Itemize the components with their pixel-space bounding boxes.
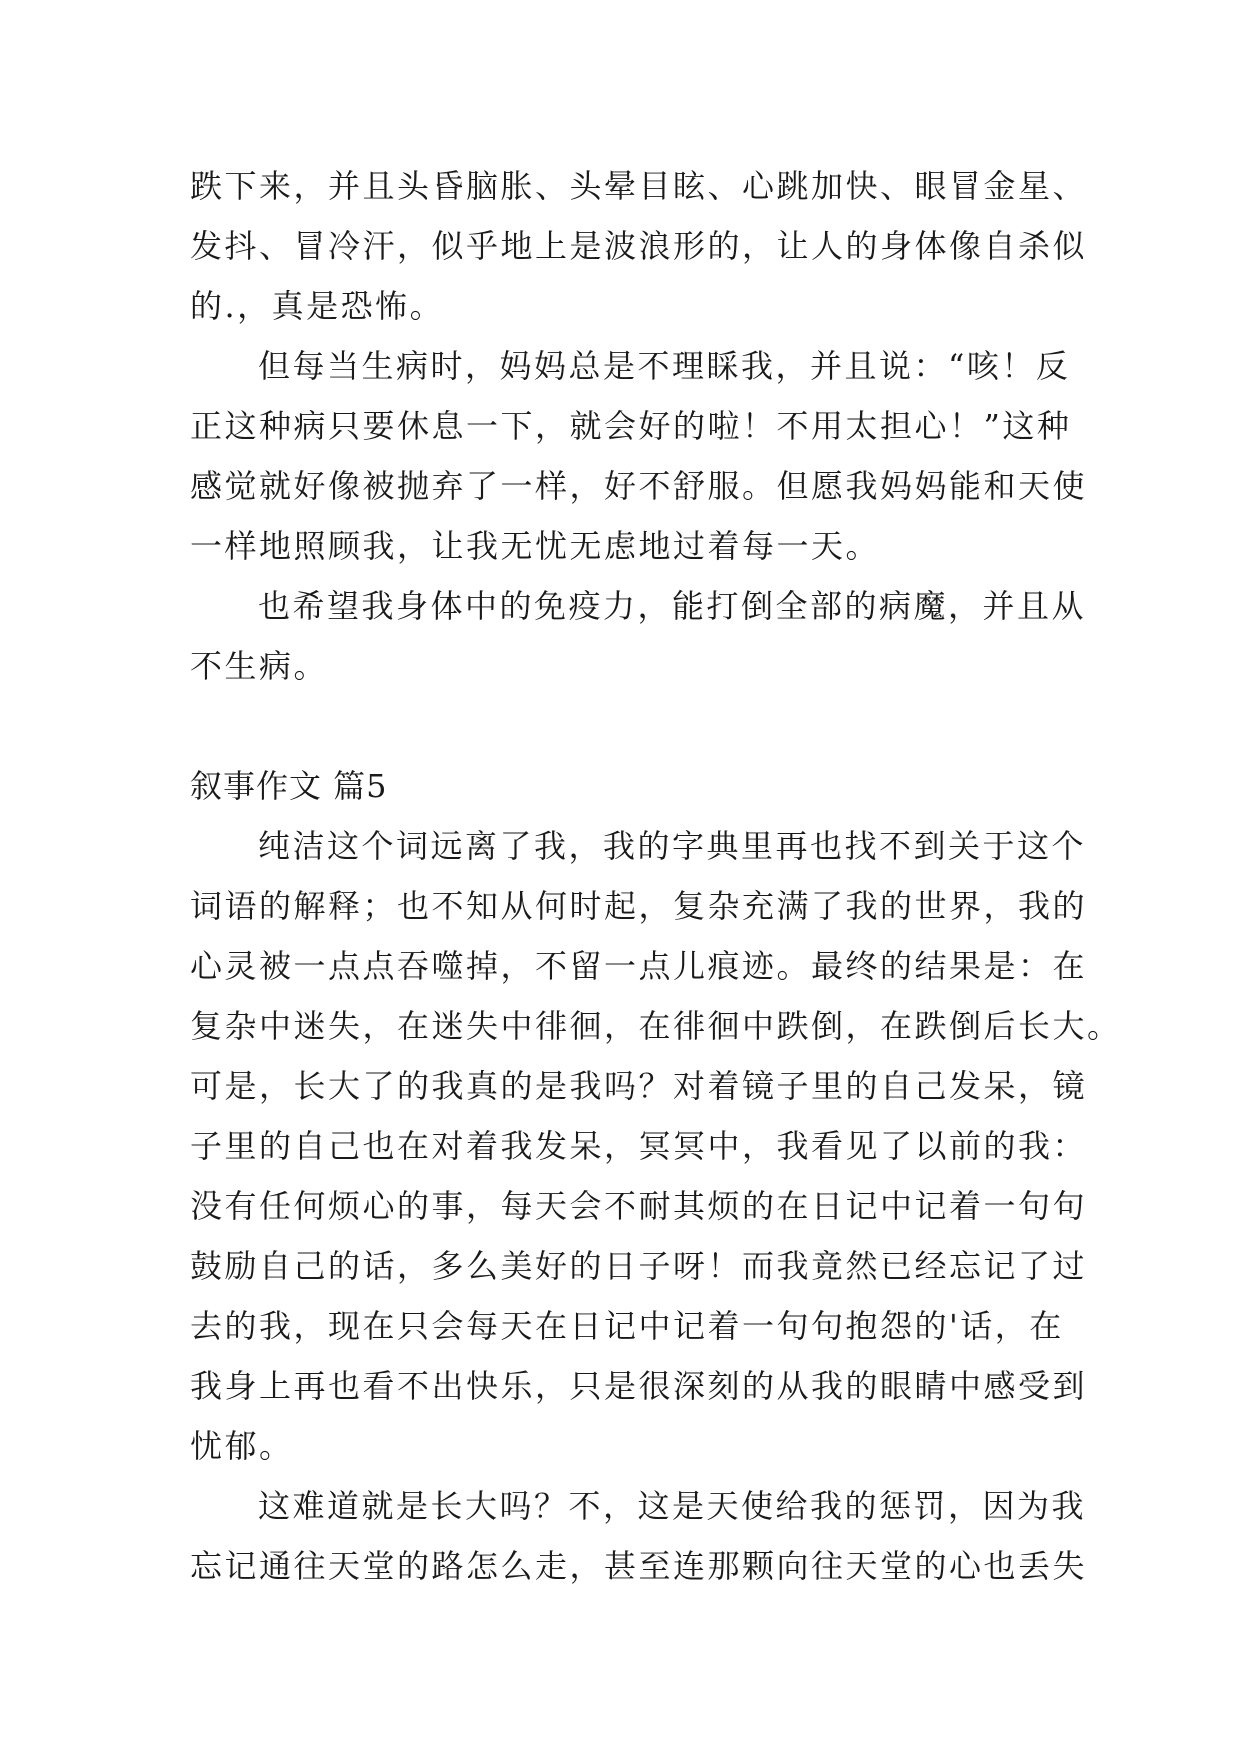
section-spacer bbox=[190, 696, 1070, 756]
text-line: 这难道就是长大吗？不，这是天使给我的惩罚，因为我 bbox=[258, 1487, 1087, 1525]
text-line: 感觉就好像被抛弃了一样，好不舒服。但愿我妈妈能和天使 bbox=[190, 467, 1088, 505]
text-line: 鼓励自己的话，多么美好的日子呀！而我竟然已经忘记了过 bbox=[190, 1247, 1088, 1285]
paragraph-growing-up bbox=[190, 1476, 1088, 1596]
text-line: 复杂中迷失，在迷失中徘徊，在徘徊中跌倒，在跌倒后长大。 bbox=[190, 1007, 1122, 1045]
text-line: 发抖、冒冷汗，似乎地上是波浪形的，让人的身体像自杀似 bbox=[190, 227, 1088, 265]
text-line: 不生病。 bbox=[190, 647, 329, 685]
text-line: 词语的解释；也不知从何时起，复杂充满了我的世界，我的 bbox=[190, 887, 1088, 925]
text-line: 的.，真是恐怖。 bbox=[190, 287, 445, 325]
text-line: 正这种病只要休息一下，就会好的啦！不用太担心！”这种 bbox=[190, 407, 1072, 445]
paragraph-immunity bbox=[190, 576, 1087, 696]
text-line: 忘记通往天堂的路怎么走，甚至连那颗向往天堂的心也丢失 bbox=[190, 1547, 1088, 1585]
paragraph-mother bbox=[190, 336, 1088, 576]
text-line: 心灵被一点点吞噬掉，不留一点儿痕迹。最终的结果是：在 bbox=[190, 947, 1088, 985]
document-page bbox=[190, 156, 1122, 1596]
text-line: 子里的自己也在对着我发呆，冥冥中，我看见了以前的我： bbox=[190, 1127, 1088, 1165]
text-line: 纯洁这个词远离了我，我的字典里再也找不到关于这个 bbox=[258, 827, 1087, 865]
paragraph-purity bbox=[190, 816, 1122, 1476]
text-line: 可是，长大了的我真的是我吗？对着镜子里的自己发呆，镜 bbox=[190, 1067, 1088, 1105]
text-line: 跌下来，并且头昏脑胀、头晕目眩、心跳加快、眼冒金星、 bbox=[190, 167, 1088, 205]
text-line: 一样地照顾我，让我无忧无虑地过着每一天。 bbox=[190, 527, 881, 565]
paragraph-illness-symptoms bbox=[190, 156, 1088, 336]
section-heading: 叙事作文 篇5 bbox=[190, 767, 388, 805]
text-line: 没有任何烦心的事，每天会不耐其烦的在日记中记着一句句 bbox=[190, 1187, 1088, 1225]
text-line: 忧郁。 bbox=[190, 1427, 294, 1465]
text-line: 也希望我身体中的免疫力，能打倒全部的病魔，并且从 bbox=[258, 587, 1087, 625]
text-line: 但每当生病时，妈妈总是不理睬我，并且说：“咳！反 bbox=[258, 347, 1071, 385]
text-line: 我身上再也看不出快乐，只是很深刻的从我的眼睛中感受到 bbox=[190, 1367, 1088, 1405]
text-line: 去的我，现在只会每天在日记中记着一句句抱怨的'话，在 bbox=[190, 1307, 1064, 1345]
